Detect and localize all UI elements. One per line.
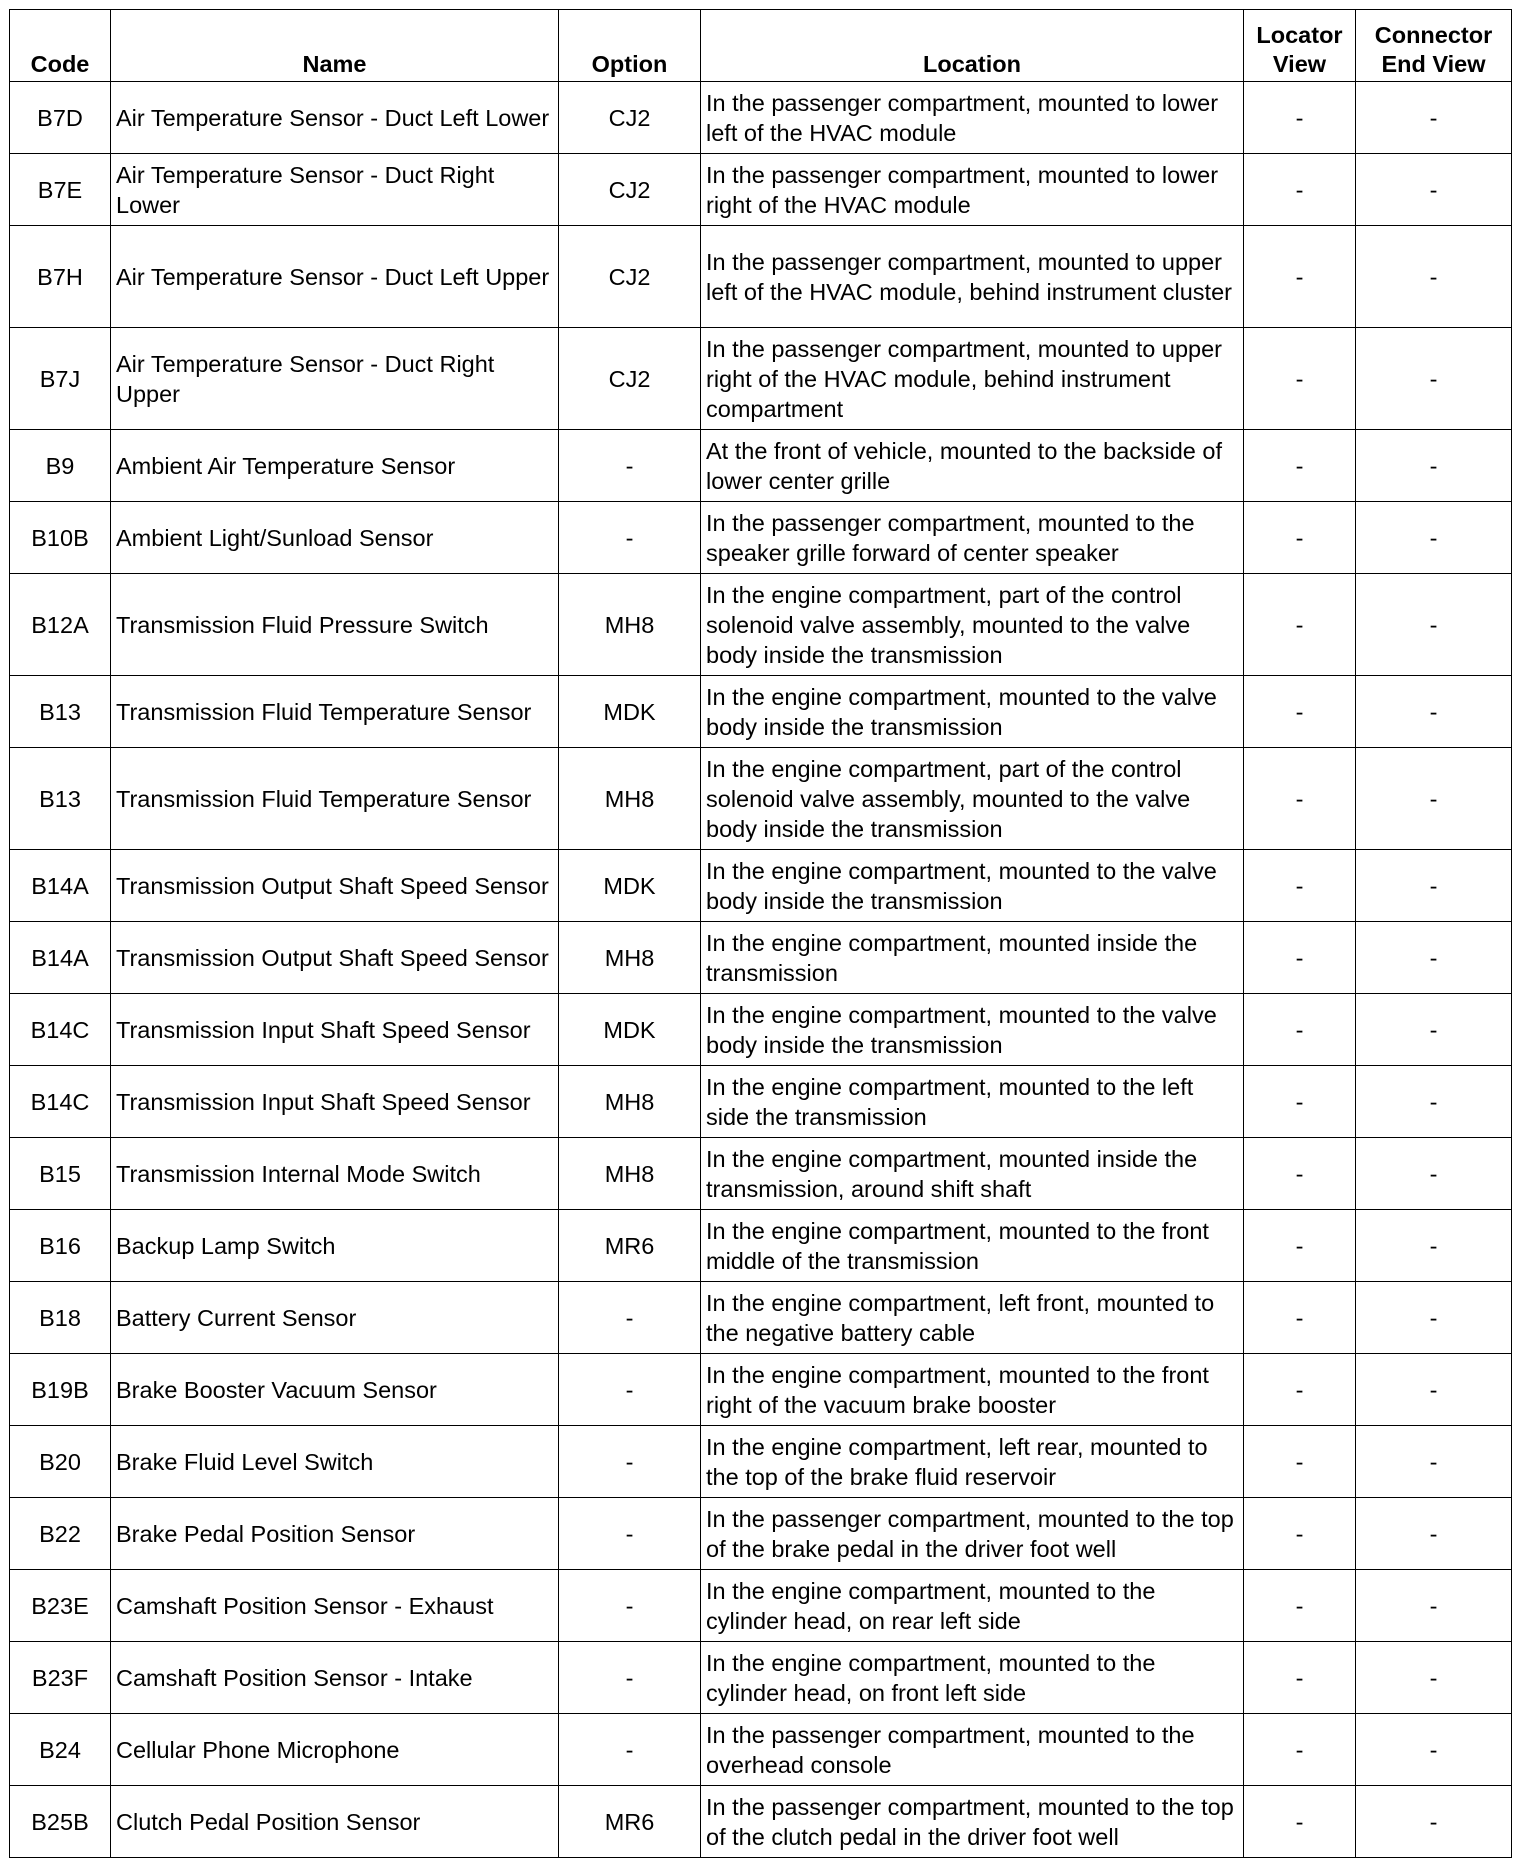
table-row [10,922,1512,994]
cell-connector-end-view: - [1356,328,1512,430]
cell-option: CJ2 [559,154,701,226]
cell-option: - [559,430,701,502]
cell-name: Transmission Input Shaft Speed Sensor [111,1066,559,1138]
cell-location: In the passenger compartment, mounted to upper left of the HVAC module, behind instrument cluster [701,226,1244,328]
cell-connector-end-view: - [1356,430,1512,502]
cell-option: MR6 [559,1786,701,1858]
header-connector-end-view: Connector End View [1356,10,1512,82]
cell-location: In the passenger compartment, mounted to the top of the clutch pedal in the driver foot well [701,1786,1244,1858]
cell-name: Cellular Phone Microphone [111,1714,559,1786]
cell-locator-view: - [1244,1354,1356,1426]
header-locator-view: Locator View [1244,10,1356,82]
cell-connector-end-view: - [1356,154,1512,226]
cell-location: In the engine compartment, left rear, mounted to the top of the brake fluid reservoir [701,1426,1244,1498]
cell-location: In the engine compartment, mounted to the valve body inside the transmission [701,850,1244,922]
header-code: Code [10,10,111,82]
cell-name: Battery Current Sensor [111,1282,559,1354]
cell-location: In the passenger compartment, mounted to upper right of the HVAC module, behind instrument compartment [701,328,1244,430]
cell-connector-end-view: - [1356,82,1512,154]
cell-location: In the engine compartment, mounted to the cylinder head, on rear left side [701,1570,1244,1642]
cell-locator-view: - [1244,82,1356,154]
table-row [10,1642,1512,1714]
cell-code: B7D [10,82,111,154]
cell-location: In the passenger compartment, mounted to the speaker grille forward of center speaker [701,502,1244,574]
cell-connector-end-view: - [1356,922,1512,994]
cell-location: In the engine compartment, mounted to the front middle of the transmission [701,1210,1244,1282]
cell-code: B12A [10,574,111,676]
cell-connector-end-view: - [1356,574,1512,676]
table-row [10,430,1512,502]
cell-option: - [559,1570,701,1642]
cell-name: Transmission Fluid Temperature Sensor [111,676,559,748]
cell-connector-end-view: - [1356,1138,1512,1210]
cell-option: - [559,1642,701,1714]
cell-option: MH8 [559,1066,701,1138]
table-row [10,1426,1512,1498]
cell-locator-view: - [1244,994,1356,1066]
cell-name: Air Temperature Sensor - Duct Left Upper [111,226,559,328]
cell-locator-view: - [1244,1138,1356,1210]
cell-locator-view: - [1244,430,1356,502]
cell-code: B14A [10,850,111,922]
cell-option: MDK [559,676,701,748]
cell-connector-end-view: - [1356,502,1512,574]
cell-name: Transmission Output Shaft Speed Sensor [111,850,559,922]
cell-option: MH8 [559,922,701,994]
cell-option: MH8 [559,748,701,850]
cell-code: B10B [10,502,111,574]
table-row [10,502,1512,574]
cell-location: In the engine compartment, mounted to the valve body inside the transmission [701,676,1244,748]
table-row [10,1066,1512,1138]
cell-code: B14A [10,922,111,994]
table-row [10,154,1512,226]
cell-option: - [559,1426,701,1498]
cell-connector-end-view: - [1356,1714,1512,1786]
cell-code: B25B [10,1786,111,1858]
cell-name: Transmission Output Shaft Speed Sensor [111,922,559,994]
cell-code: B23E [10,1570,111,1642]
cell-location: In the passenger compartment, mounted to the top of the brake pedal in the driver foot well [701,1498,1244,1570]
table-row [10,994,1512,1066]
cell-locator-view: - [1244,1786,1356,1858]
table-body [10,82,1512,1858]
cell-name: Ambient Air Temperature Sensor [111,430,559,502]
table-row [10,1354,1512,1426]
cell-option: CJ2 [559,226,701,328]
cell-code: B18 [10,1282,111,1354]
cell-name: Transmission Input Shaft Speed Sensor [111,994,559,1066]
cell-code: B7H [10,226,111,328]
table-row [10,748,1512,850]
cell-name: Brake Pedal Position Sensor [111,1498,559,1570]
cell-location: In the passenger compartment, mounted to lower right of the HVAC module [701,154,1244,226]
cell-location: In the passenger compartment, mounted to lower left of the HVAC module [701,82,1244,154]
cell-code: B16 [10,1210,111,1282]
cell-option: MDK [559,850,701,922]
table-row [10,1570,1512,1642]
header-option: Option [559,10,701,82]
cell-code: B13 [10,676,111,748]
cell-option: - [559,1282,701,1354]
cell-code: B13 [10,748,111,850]
cell-location: In the engine compartment, part of the control solenoid valve assembly, mounted to the valve body inside the transmission [701,748,1244,850]
cell-locator-view: - [1244,1498,1356,1570]
cell-option: MR6 [559,1210,701,1282]
cell-locator-view: - [1244,1642,1356,1714]
table-row [10,1138,1512,1210]
cell-locator-view: - [1244,676,1356,748]
cell-location: In the engine compartment, mounted inside the transmission, around shift shaft [701,1138,1244,1210]
cell-code: B19B [10,1354,111,1426]
cell-location: In the engine compartment, mounted to the front right of the vacuum brake booster [701,1354,1244,1426]
cell-location: In the engine compartment, mounted inside the transmission [701,922,1244,994]
cell-location: At the front of vehicle, mounted to the backside of lower center grille [701,430,1244,502]
table-row [10,1498,1512,1570]
cell-option: - [559,502,701,574]
cell-connector-end-view: - [1356,748,1512,850]
cell-connector-end-view: - [1356,1282,1512,1354]
cell-locator-view: - [1244,502,1356,574]
cell-locator-view: - [1244,1570,1356,1642]
table-row [10,676,1512,748]
cell-connector-end-view: - [1356,1498,1512,1570]
cell-name: Air Temperature Sensor - Duct Right Upper [111,328,559,430]
cell-name: Air Temperature Sensor - Duct Left Lower [111,82,559,154]
cell-location: In the engine compartment, mounted to the cylinder head, on front left side [701,1642,1244,1714]
cell-locator-view: - [1244,1066,1356,1138]
cell-code: B14C [10,1066,111,1138]
cell-option: MH8 [559,574,701,676]
cell-option: - [559,1714,701,1786]
cell-name: Transmission Fluid Temperature Sensor [111,748,559,850]
cell-location: In the passenger compartment, mounted to the overhead console [701,1714,1244,1786]
cell-connector-end-view: - [1356,1426,1512,1498]
header-location: Location [701,10,1244,82]
cell-connector-end-view: - [1356,850,1512,922]
cell-connector-end-view: - [1356,676,1512,748]
cell-code: B9 [10,430,111,502]
header-name: Name [111,10,559,82]
cell-locator-view: - [1244,154,1356,226]
table-row [10,226,1512,328]
cell-location: In the engine compartment, mounted to the left side the transmission [701,1066,1244,1138]
cell-locator-view: - [1244,850,1356,922]
cell-locator-view: - [1244,328,1356,430]
cell-option: - [559,1498,701,1570]
cell-code: B15 [10,1138,111,1210]
cell-name: Brake Fluid Level Switch [111,1426,559,1498]
cell-name: Transmission Internal Mode Switch [111,1138,559,1210]
cell-connector-end-view: - [1356,1354,1512,1426]
table-row [10,1282,1512,1354]
table-row [10,82,1512,154]
table-row [10,850,1512,922]
cell-option: CJ2 [559,82,701,154]
cell-name: Brake Booster Vacuum Sensor [111,1354,559,1426]
cell-name: Air Temperature Sensor - Duct Right Lower [111,154,559,226]
cell-name: Clutch Pedal Position Sensor [111,1786,559,1858]
cell-locator-view: - [1244,1282,1356,1354]
cell-name: Camshaft Position Sensor - Exhaust [111,1570,559,1642]
cell-connector-end-view: - [1356,1642,1512,1714]
cell-name: Ambient Light/Sunload Sensor [111,502,559,574]
table-row [10,1210,1512,1282]
cell-location: In the engine compartment, mounted to the valve body inside the transmission [701,994,1244,1066]
cell-code: B7E [10,154,111,226]
cell-option: CJ2 [559,328,701,430]
cell-option: MDK [559,994,701,1066]
cell-name: Transmission Fluid Pressure Switch [111,574,559,676]
cell-code: B7J [10,328,111,430]
table-row [10,328,1512,430]
cell-location: In the engine compartment, part of the control solenoid valve assembly, mounted to the valve body inside the transmission [701,574,1244,676]
table-row [10,1786,1512,1858]
cell-name: Camshaft Position Sensor - Intake [111,1642,559,1714]
cell-connector-end-view: - [1356,1210,1512,1282]
cell-connector-end-view: - [1356,994,1512,1066]
cell-code: B20 [10,1426,111,1498]
cell-locator-view: - [1244,226,1356,328]
cell-code: B14C [10,994,111,1066]
header-row [10,10,1512,82]
cell-locator-view: - [1244,748,1356,850]
cell-code: B23F [10,1642,111,1714]
cell-option: - [559,1354,701,1426]
cell-locator-view: - [1244,574,1356,676]
cell-location: In the engine compartment, left front, mounted to the negative battery cable [701,1282,1244,1354]
cell-connector-end-view: - [1356,1786,1512,1858]
cell-code: B24 [10,1714,111,1786]
cell-option: MH8 [559,1138,701,1210]
cell-locator-view: - [1244,1210,1356,1282]
cell-connector-end-view: - [1356,1570,1512,1642]
table-row [10,574,1512,676]
cell-name: Backup Lamp Switch [111,1210,559,1282]
table-row [10,1714,1512,1786]
cell-code: B22 [10,1498,111,1570]
component-locator-table [9,9,1512,1858]
cell-locator-view: - [1244,1426,1356,1498]
cell-locator-view: - [1244,1714,1356,1786]
cell-connector-end-view: - [1356,1066,1512,1138]
cell-connector-end-view: - [1356,226,1512,328]
cell-locator-view: - [1244,922,1356,994]
